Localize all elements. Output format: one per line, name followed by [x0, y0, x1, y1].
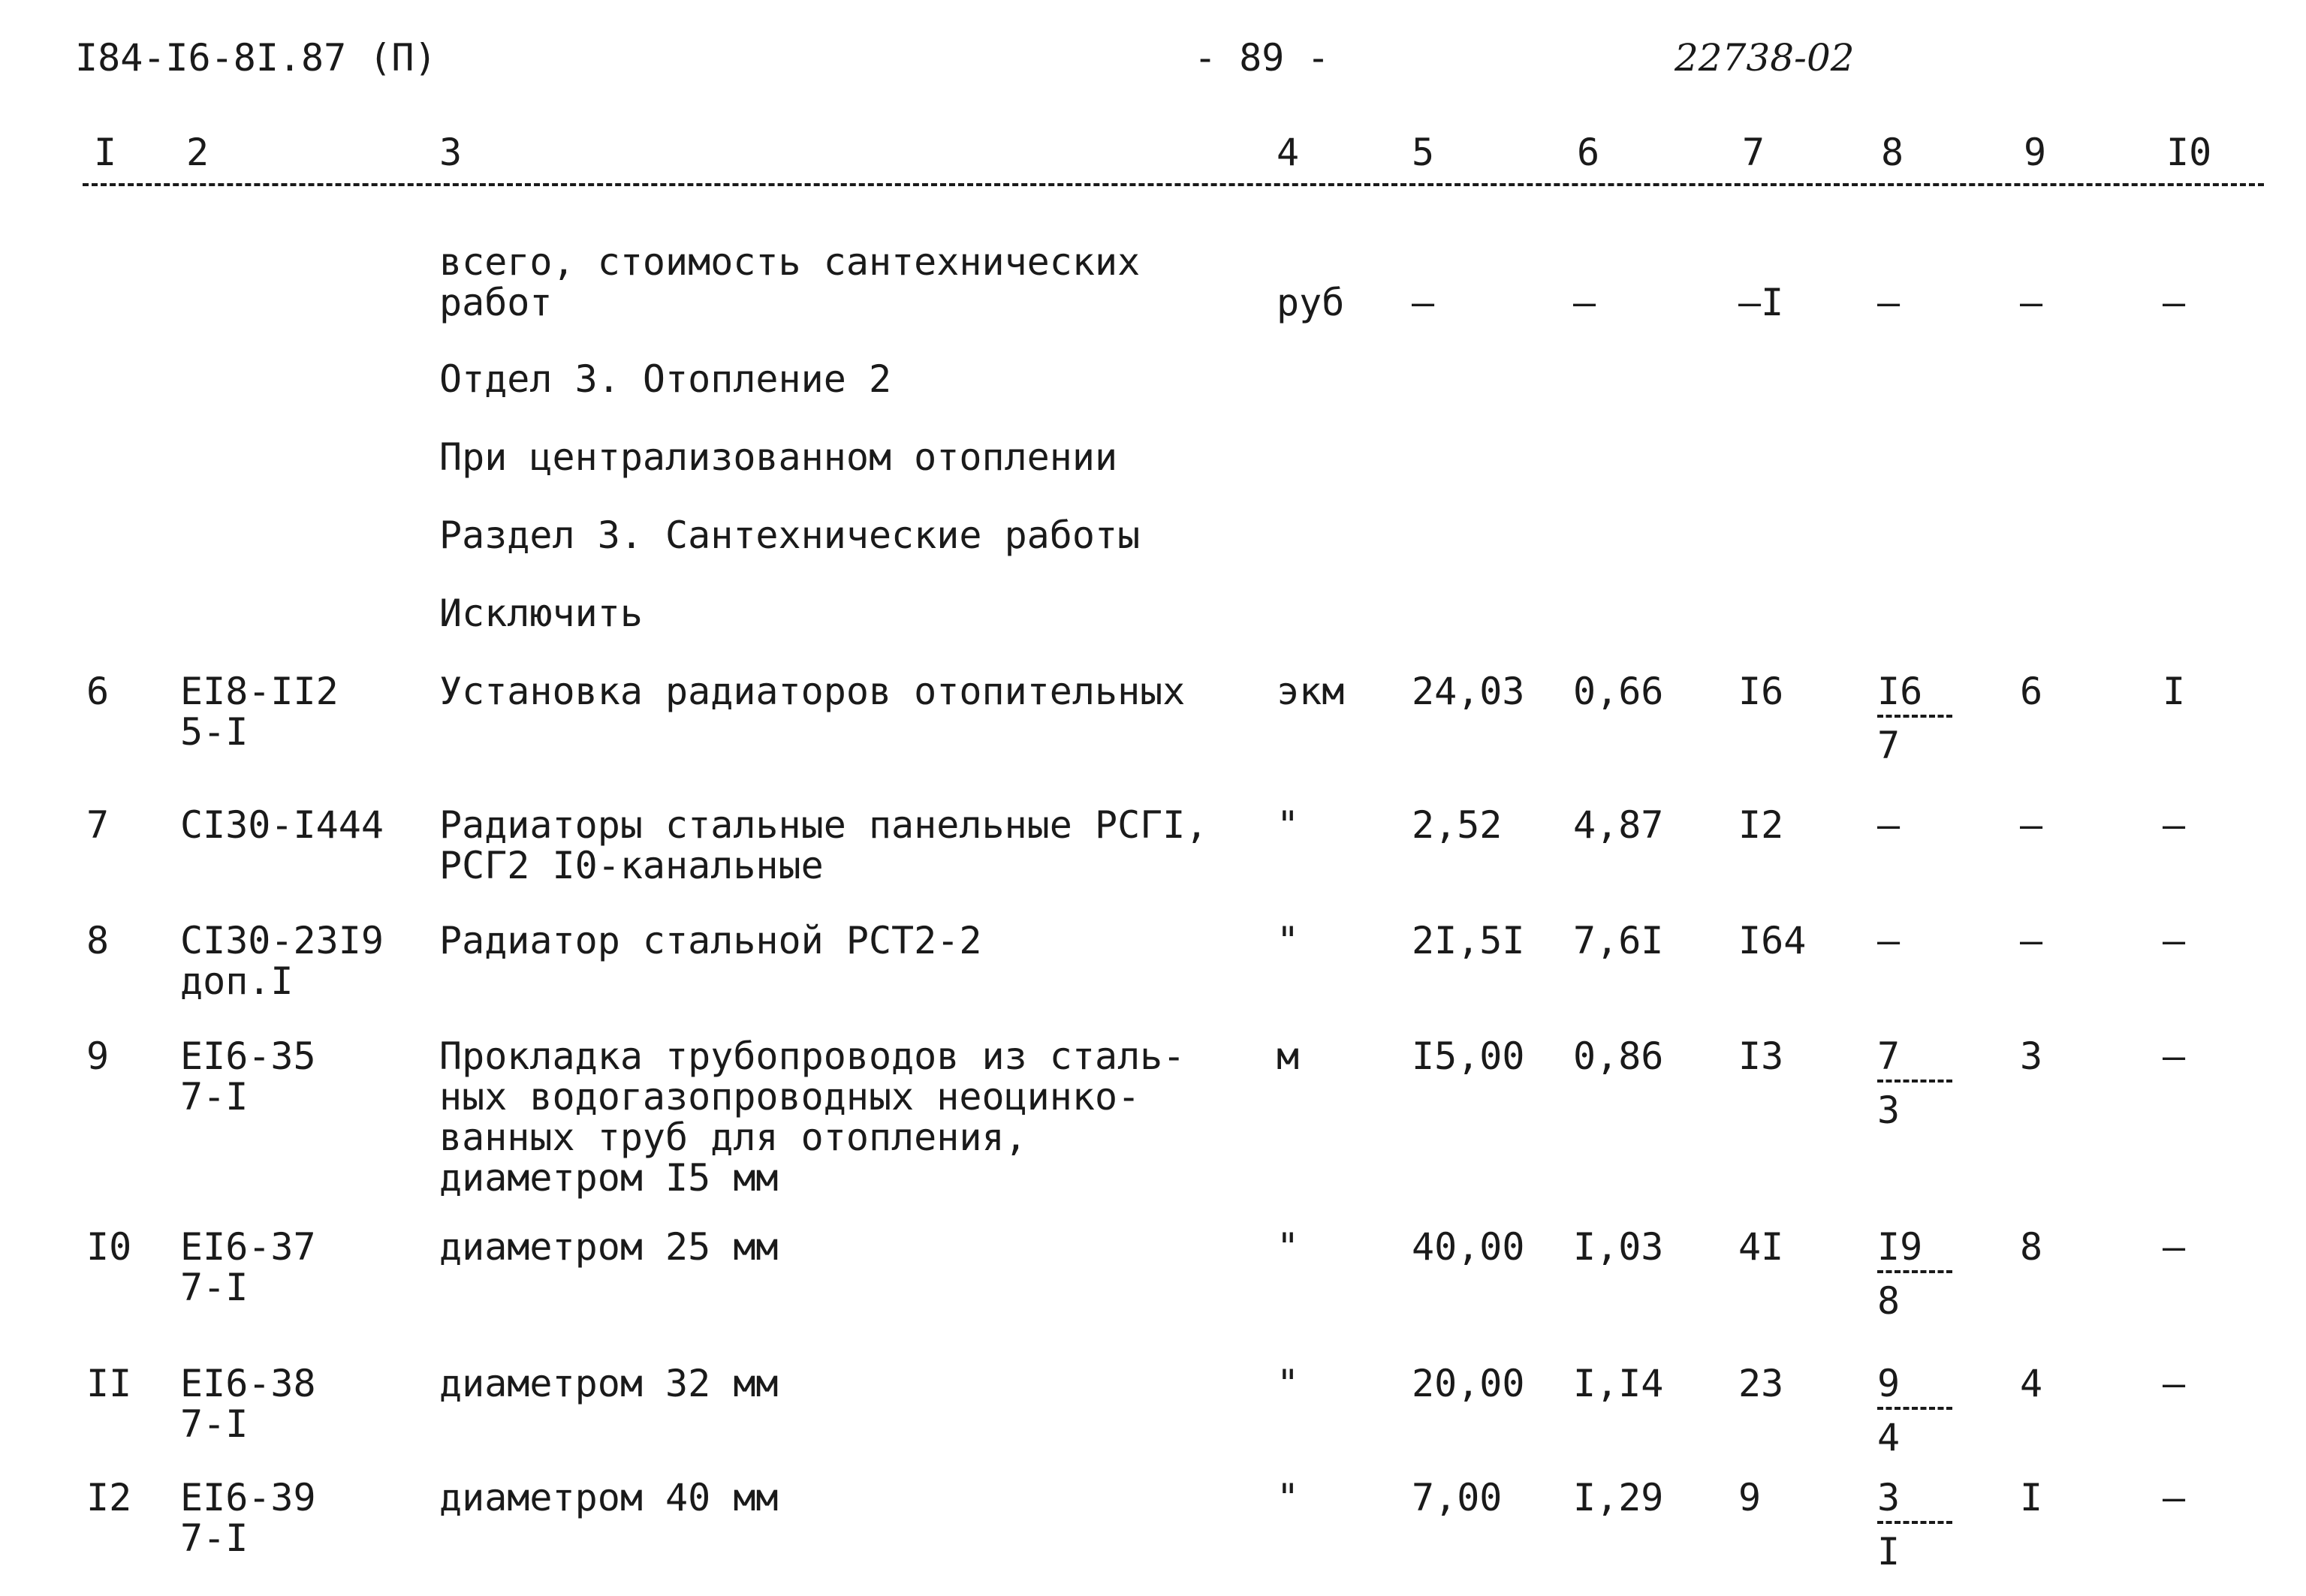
row-value-10: –	[2163, 1225, 2186, 1269]
row-code: CI30-I444	[180, 803, 384, 847]
row-value-9: I	[2020, 1476, 2043, 1519]
row-value-6: I,29	[1573, 1476, 1664, 1519]
handwritten-number: 22738-02	[1674, 36, 1855, 80]
page-number: - 89 -	[1194, 36, 1330, 80]
row-value-5: 20,00	[1412, 1362, 1525, 1405]
fraction-denominator: 4	[1877, 1416, 1901, 1459]
row-fraction-8	[1877, 1477, 1952, 1572]
row-number: 7	[86, 803, 110, 847]
column-number: 5	[1412, 131, 1435, 174]
row-value-5: 2I,5I	[1412, 919, 1525, 962]
column-number: I	[94, 131, 117, 174]
row-value-5: I5,00	[1412, 1034, 1525, 1078]
row-fraction-8	[1877, 1227, 1952, 1321]
row-value-10: –	[2163, 919, 2186, 962]
row-value-8: –	[1877, 281, 1901, 324]
document-code: I84-I6-8I.87 (П)	[75, 36, 437, 80]
row-value-7: I6	[1738, 670, 1784, 713]
row-unit: "	[1277, 1362, 1300, 1405]
row-value-9: 4	[2020, 1362, 2043, 1405]
row-name: Прокладка трубопроводов из сталь- ных водогазопроводных неоцинко- ванных труб для отопления, диаметром I5 мм	[439, 1034, 1186, 1200]
fraction-numerator: I6	[1877, 671, 1952, 718]
column-number: 8	[1881, 131, 1904, 174]
row-fraction-8	[1877, 671, 1952, 766]
column-number: 2	[186, 131, 209, 174]
row-value-6: 0,86	[1573, 1034, 1664, 1078]
row-value-5: 24,03	[1412, 670, 1525, 713]
section-heading: Исключить	[439, 592, 643, 635]
row-value-6: 0,66	[1573, 670, 1664, 713]
row-value-7: I3	[1738, 1034, 1784, 1078]
row-value-9: –	[2020, 281, 2043, 324]
row-number: II	[86, 1362, 132, 1405]
row-value-7: 4I	[1738, 1225, 1784, 1269]
row-code: EI6-37 7-I	[180, 1225, 316, 1309]
row-value-7: 9	[1738, 1476, 1762, 1519]
row-value-5: –	[1412, 281, 1435, 324]
row-value-10: –	[2163, 1034, 2186, 1078]
row-name: Установка радиаторов отопительных	[439, 670, 1186, 713]
column-number: 6	[1577, 131, 1600, 174]
row-value-6: I,I4	[1573, 1362, 1664, 1405]
row-number: I2	[86, 1476, 132, 1519]
section-heading: При централизованном отоплении	[439, 435, 1118, 479]
row-value-10: –	[2163, 803, 2186, 847]
row-value-9: –	[2020, 919, 2043, 962]
row-code: EI8-II2 5-I	[180, 670, 339, 754]
row-value-7: I64	[1738, 919, 1807, 962]
row-value-5: 2,52	[1412, 803, 1503, 847]
section-heading: Отдел 3. Отопление 2	[439, 357, 892, 401]
row-value-6: 4,87	[1573, 803, 1664, 847]
column-number: I0	[2166, 131, 2212, 174]
row-number: 8	[86, 919, 110, 962]
row-unit: "	[1277, 1476, 1300, 1519]
row-code: EI6-39 7-I	[180, 1476, 316, 1560]
row-unit: "	[1277, 919, 1300, 962]
column-number: 9	[2024, 131, 2047, 174]
row-value-9: 8	[2020, 1225, 2043, 1269]
row-code: CI30-23I9 доп.I	[180, 919, 384, 1003]
row-value-6: –	[1573, 281, 1596, 324]
row-number: I0	[86, 1225, 132, 1269]
row-value-7: 23	[1738, 1362, 1784, 1405]
row-fraction-8	[1877, 1363, 1952, 1458]
fraction-numerator: 3	[1877, 1477, 1952, 1524]
row-name: всего, стоимость сантехнических работ	[439, 240, 1141, 324]
row-number: 9	[86, 1034, 110, 1078]
row-value-10: –	[2163, 1362, 2186, 1405]
row-name: диаметром 25 мм	[439, 1225, 779, 1269]
row-value-7: I2	[1738, 803, 1784, 847]
fraction-denominator: 7	[1877, 724, 1901, 767]
column-number: 3	[439, 131, 463, 174]
row-fraction-8	[1877, 1036, 1952, 1131]
row-unit: экм	[1277, 670, 1345, 713]
row-value-10: –	[2163, 281, 2186, 324]
row-value-6: 7,6I	[1573, 919, 1664, 962]
column-number: 7	[1742, 131, 1765, 174]
row-name: Радиатор стальной РСТ2-2	[439, 919, 982, 962]
row-code: EI6-35 7-I	[180, 1034, 316, 1119]
row-name: диаметром 40 мм	[439, 1476, 779, 1519]
row-unit: "	[1277, 803, 1300, 847]
row-value-9: 6	[2020, 670, 2043, 713]
row-value-6: I,03	[1573, 1225, 1664, 1269]
row-number: 6	[86, 670, 110, 713]
fraction-numerator: 7	[1877, 1036, 1952, 1083]
column-number: 4	[1277, 131, 1300, 174]
section-heading: Раздел 3. Сантехнические работы	[439, 513, 1141, 557]
header-dashed-rule	[83, 183, 2264, 186]
row-value-8: –	[1877, 919, 1901, 962]
fraction-numerator: I9	[1877, 1227, 1952, 1273]
row-unit: м	[1277, 1034, 1300, 1078]
fraction-denominator: 3	[1877, 1089, 1901, 1132]
fraction-denominator: 8	[1877, 1279, 1901, 1323]
row-value-10: I	[2163, 670, 2186, 713]
row-name: диаметром 32 мм	[439, 1362, 779, 1405]
row-value-8: –	[1877, 803, 1901, 847]
row-code: EI6-38 7-I	[180, 1362, 316, 1446]
row-value-7: –I	[1738, 281, 1784, 324]
row-value-5: 7,00	[1412, 1476, 1503, 1519]
row-value-9: 3	[2020, 1034, 2043, 1078]
row-unit: "	[1277, 1225, 1300, 1269]
fraction-numerator: 9	[1877, 1363, 1952, 1410]
row-value-10: –	[2163, 1476, 2186, 1519]
row-name: Радиаторы стальные панельные РСГI, РСГ2 I0-канальные	[439, 803, 1208, 887]
row-value-9: –	[2020, 803, 2043, 847]
fraction-denominator: I	[1877, 1530, 1901, 1573]
row-unit: руб	[1277, 281, 1345, 324]
row-value-5: 40,00	[1412, 1225, 1525, 1269]
